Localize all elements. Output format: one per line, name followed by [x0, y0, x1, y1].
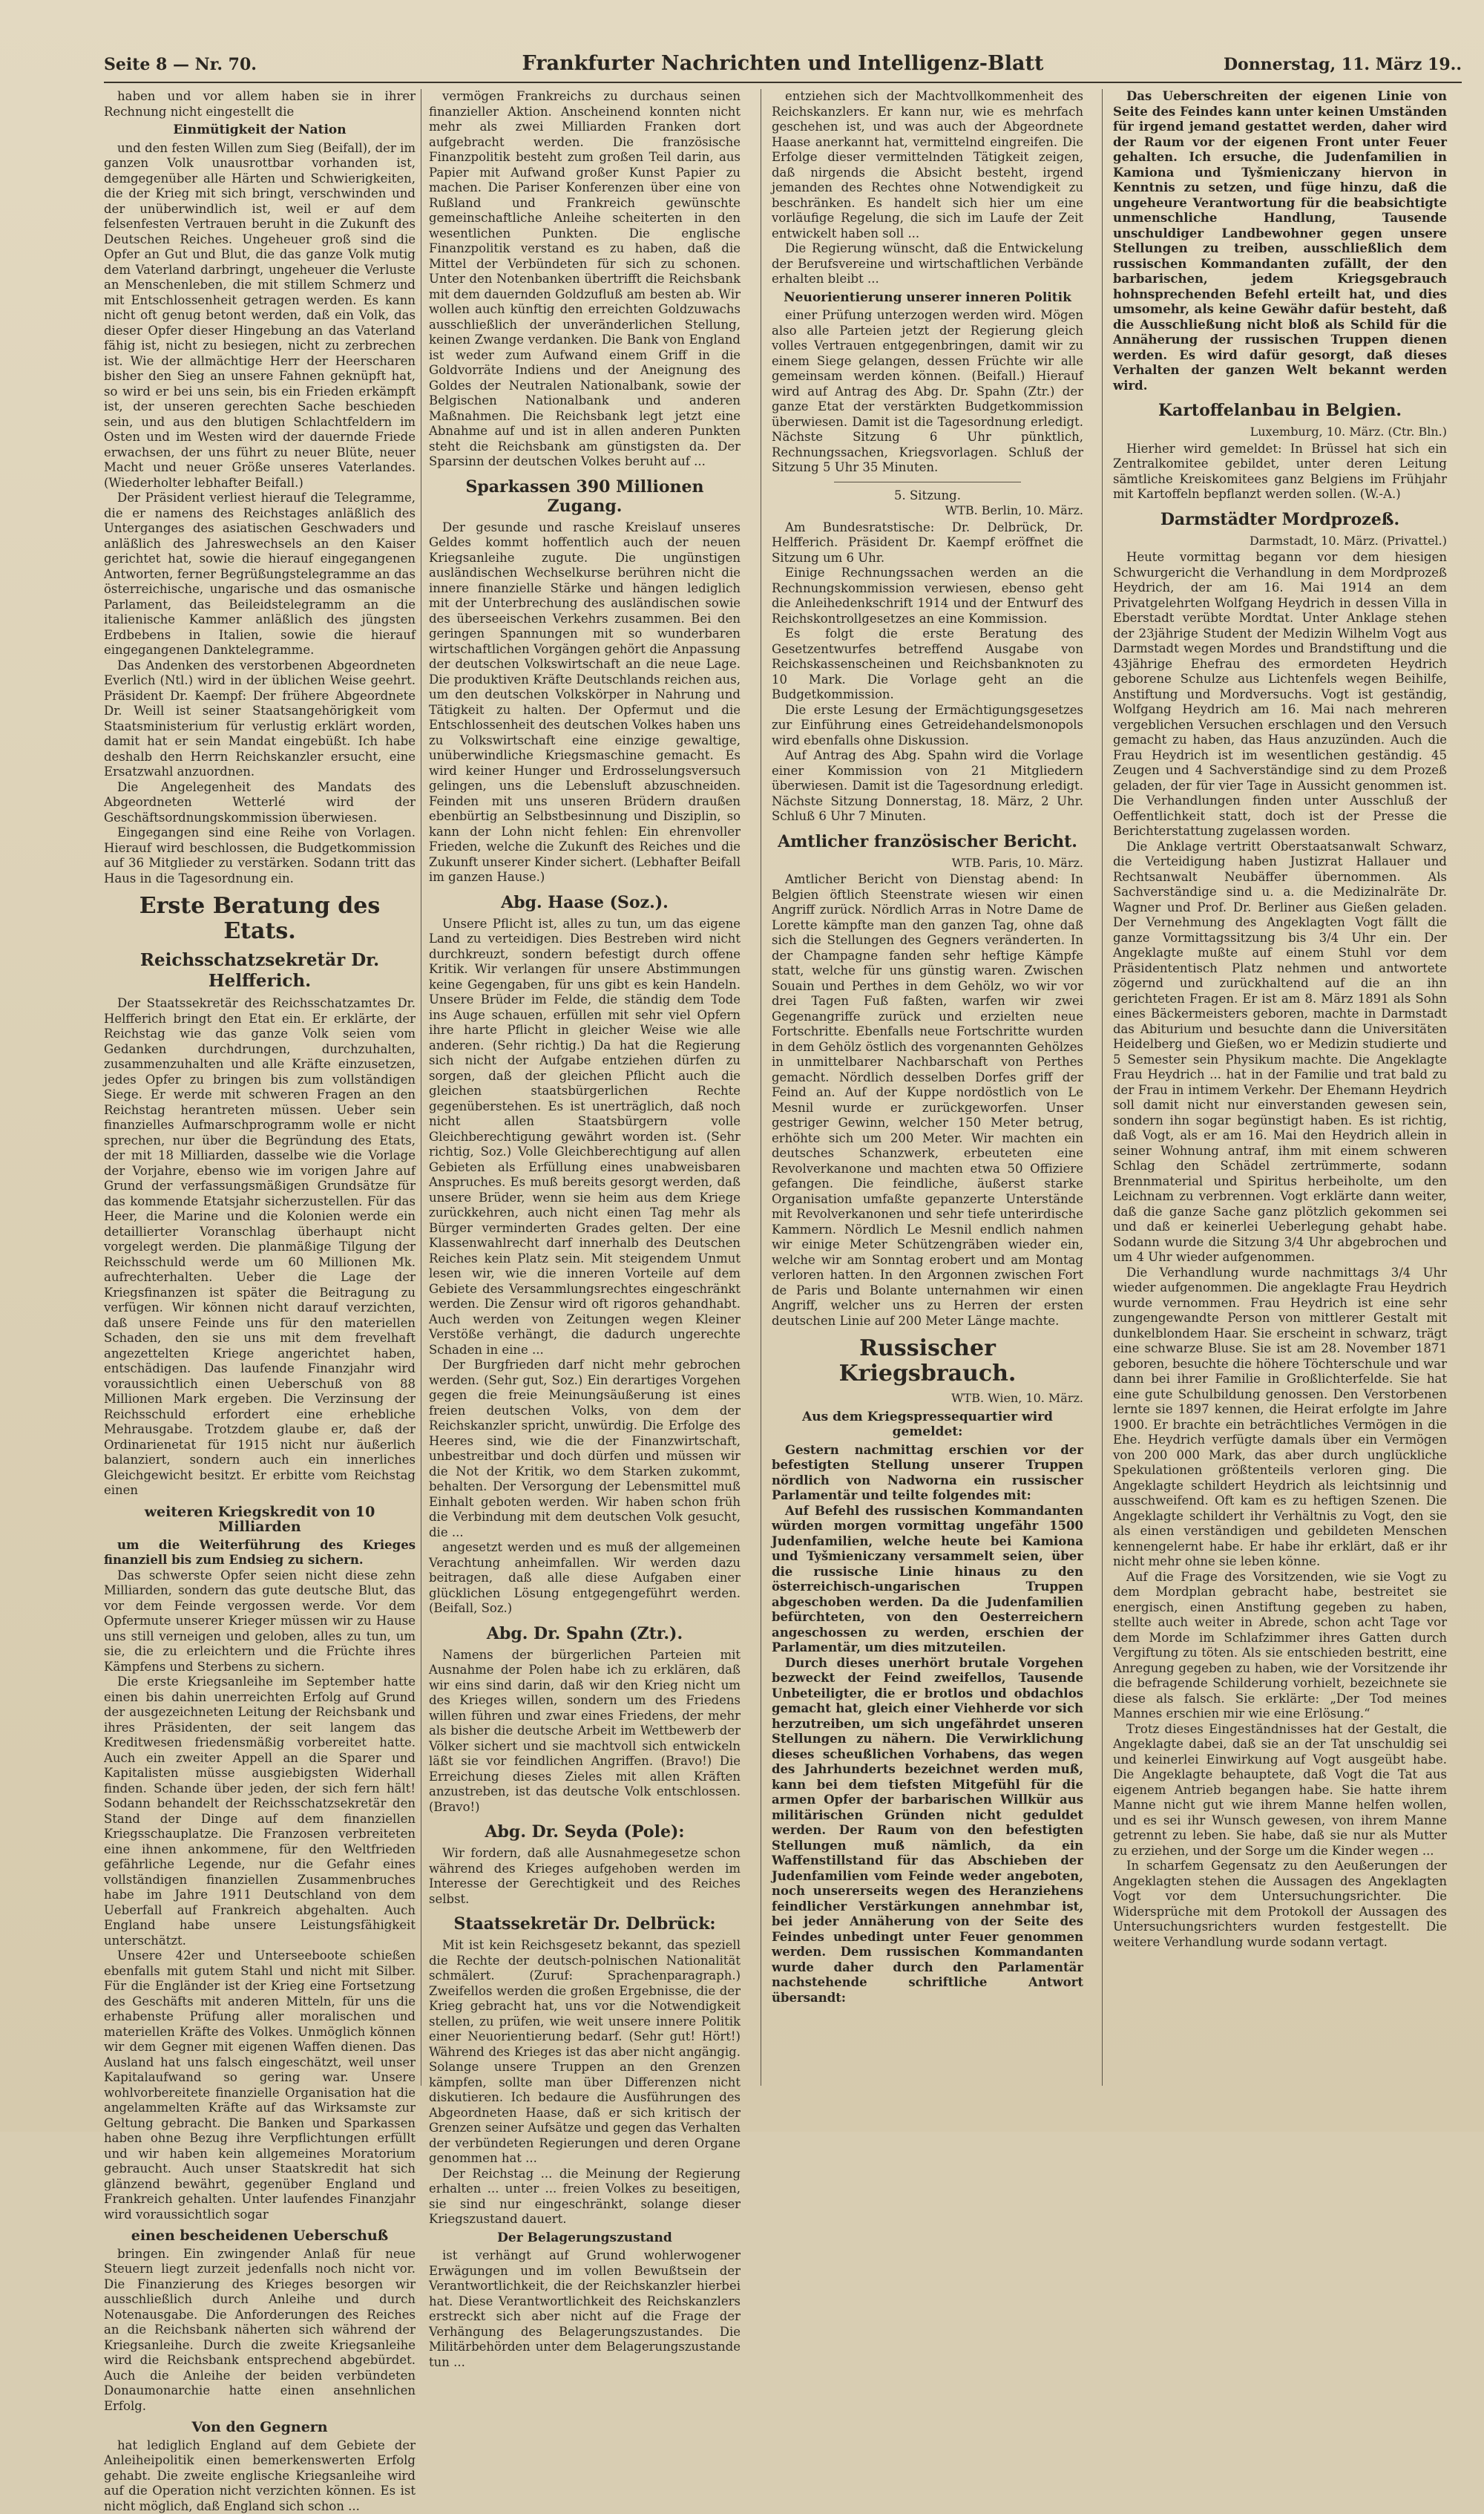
subheading: Neuorientierung unserer inneren Politik — [772, 290, 1083, 306]
paragraph: Die erste Lesung der Ermächtigungsgesetzes zur Einführung eines Getreidehandelsmonopols wird ebenfalls ohne Diskussion. — [772, 703, 1083, 749]
paragraph: Eingegangen sind eine Reihe von Vorlagen. Hierauf wird beschlossen, die Budgetkommission auf 36 Mitglieder zu verstärken. Sodann tritt das Haus in die Tagesordnung ein. — [104, 825, 416, 886]
column-rule — [1102, 89, 1103, 2086]
headline: Russischer Kriegsbrauch. — [772, 1336, 1083, 1387]
dateline: WTB. Paris, 10. März. — [772, 856, 1083, 871]
headline: Amtlicher französischer Bericht. — [772, 832, 1083, 851]
paragraph: hat lediglich England auf dem Gebiete der Anleiheipolitik einen bemerkenswerten Erfolg gehabt. Die zweite englische Kriegsanleihe wird auf die Operation nicht verzichten können. Es ist nicht möglich, daß England sich schon ... — [104, 2438, 416, 2514]
paragraph: Der Präsident verliest hierauf die Telegramme, die er namens des Reichstages anläßlich des Unterganges des asiatischen Geschwaders und anläßlich des Jahreswechsels an den Kaiser gerichtet hat, sowie die hierauf eingegangenen Antworten, ferner Begrüßungstelegramme an das österreichische, ungarische und das osmanische Parlament, das Beileidstelegramm an die italienische Kammer anläßlich des jüngsten Erdbebens in Italien, sowie die hierauf eingegangenen Danktelegramme. — [104, 491, 416, 658]
subheading: Der Belagerungszustand — [429, 2230, 741, 2246]
session-label: 5. Sitzung. — [772, 488, 1083, 504]
paragraph: Gestern nachmittag erschien vor der befestigten Stellung unserer Truppen nördlich von Nadworna ein russischer Parlamentär und teilte folgendes mit: — [772, 1443, 1083, 1504]
paragraph: Mit ist kein Reichsgesetz bekannt, das speziell die Rechte der deutsch-polnischen Nationalität schmälert. (Zuruf: Sprachenparagraph.) Zweifellos werden die großen Ergebnisse, die der Krieg gebracht hat, uns vor die Notwendigkeit stellen, zu prüfen, wie weit unsere innere Politik einer Neuorientierung bedarf. (Sehr gut! Hört!) Während des Krieges ist das aber nicht angängig. Solange unsere Truppen an den Grenzen kämpfen, sollte man über Differenzen nicht diskutieren. Ich bedaure die Ausführungen des Abgeordneten Haase, daß er sich kritisch der Grenzen seiner Aufsätze und gegen das Verhalten der verbündeten Regierungen und deren Organe genommen hat ... — [429, 1938, 741, 2167]
issue-date: Donnerstag, 11. März 19.. — [1224, 55, 1462, 74]
newspaper-title: Frankfurter Nachrichten und Intelligenz-Blatt — [104, 52, 1462, 75]
paragraph: um die Weiterführung des Krieges finanziell bis zum Endsieg zu sichern. — [104, 1538, 416, 1568]
paragraph: haben und vor allem haben sie in ihrer Rechnung nicht eingestellt die — [104, 89, 416, 120]
paragraph: Der Burgfrieden darf nicht mehr gebrochen werden. (Sehr gut, Soz.) Ein derartiges Vorgehen gegen die freie Meinungsäußerung ist eines freien deutschen Volks, von dem der Reichskanzler spricht, unwürdig. Die Erfolge des Heeres sind, wie die der Finanzwirtschaft, unbestreitbar und doch dürfen und müssen wir die Not der Kritik, wo dem Starken zukommt, behalten. Der Versorgung der Lebensmittel muß Einhalt geboten werden. Wir haben schon früh die Verbindung mit dem deutschen Volk gesucht, die ... — [429, 1358, 741, 1540]
headline: Abg. Dr. Seyda (Pole): — [429, 1822, 741, 1842]
subheading: Aus dem Kriegspressequartier wird gemeldet: — [772, 1410, 1083, 1440]
dateline: Darmstadt, 10. März. (Privattel.) — [1113, 534, 1447, 549]
paragraph: ist verhängt auf Grund wohlerwogener Erwägungen und im vollen Bewußtsein der Verantwortlichkeit, die der Reichskanzler hierbei hat. Diese Verantwortlichkeit des Reichskanzlers erstreckt sich aber nicht auf die Frage der Verhängung des Belagerungszustandes. Die Militärbehörden unter dem Belagerungszustande tun ... — [429, 2248, 741, 2370]
paragraph: Durch dieses unerhört brutale Vorgehen bezweckt der Feind zweifellos, Tausende Unbeteiligter, die er brotlos und obdachlos gemacht hat, gleich einer Viehherde vor sich herzutreiben, um sich ungefährdet unseren Stellungen zu nähern. Die Verwirklichung dieses scheußlichen Vorhabens, das wegen des Jahrhunderts bezeichnet werden muß, kann bei dem tiefsten Mitgefühl für die armen Opfer der barbarischen Willkür aus militärischen Gründen nicht geduldet werden. Der Raum von den befestigten Stellungen muß nämlich, da ein Waffenstillstand für das Abschieben der Judenfamilien vom Feinde weder angeboten, noch unsererseits wegen des Heranziehens feindlicher Verstärkungen annehmbar ist, bei jeder Annäherung von der Seite des Feindes unbedingt unter Feuer genommen werden. Dem russischen Kommandanten wurde daher durch den Parlamentär nachstehende schriftliche Antwort übersandt: — [772, 1656, 1083, 2006]
paragraph: vermögen Frankreichs zu durchaus seinen finanzieller Aktion. Anscheinend konnten nicht mehr als zwei Milliarden Franken dort aufgebracht werden. Die französische Finanzpolitik besteht zum großen Teil darin, aus Papier mit Aufwand großer Kunst Papier zu machen. Die Pariser Konferenzen über eine von Rußland und Frankreich gewünschte gemeinschaftliche Anleihe scheiterten in den wesentlichen Punkten. Die englische Finanzpolitik verstand es zu haben, daß die Mittel der Verbündeten für sich zu schonen. Unter den Notenbanken übertrifft die Reichsbank mit dem dauernden Goldzufluß am besten ab. Wir wollen auch künftig den erreichten Goldzuwachs ausschließlich der unveränderlichen Stellung, keinen Zwange verdanken. Die Bank von England ist weder zum Aufwand einem Griff in die Goldvorräte Indiens und der Aneignung des Goldes der Neutralen Nationalbank, sowie der Belgischen Nationalbank und anderen Maßnahmen. Die Reichsbank legt jetzt eine Abnahme auf und ist in allen anderen Punkten steht die Reichsbank am günstigsten da. Der Sparsinn der deutschen Volkes beruht auf ... — [429, 89, 741, 470]
paragraph: In scharfem Gegensatz zu den Aeußerungen der Angeklagten stehen die Aussagen des Angeklagten Vogt vor dem Untersuchungsrichter. Die Widersprüche mit dem Protokoll der Aussagen des Untersuchungsrichters wurden festgestellt. Die weitere Verhandlung wurde sodann vertagt. — [1113, 1859, 1447, 1950]
paragraph: Wir fordern, daß alle Ausnahmegesetze schon während des Krieges aufgehoben werden im Interesse der Gerechtigkeit und des Reiches selbst. — [429, 1846, 741, 1907]
column-1 — [104, 89, 416, 2093]
paragraph: Amtlicher Bericht von Dienstag abend: In Belgien öftlich Steenstrate wiesen wir einen Angriff zurück. Nördlich Arras in Notre Dame de Lorette kämpfte man den ganzen Tag, ohne daß sich die Stellungen des Gegners veränderten. In der Champagne fanden sehr heftige Kämpfe statt, welche für uns günstig waren. Zwischen Souain und Perthes in dem Gehölz, wo wir vor drei Tagen Fuß faßten, warfen wir zwei Gegenangriffe zurück und erzielten neue Fortschritte. Ebenfalls neue Fortschritte wurden in dem Gehölz östlich des vorgenannten Gehölzes in unmittelbarer Nachbarschaft von Perthes gemacht. Nördlich desselben Dorfes griff der Feind an. Auf der Kuppe nordöstlich von Le Mesnil wurde er zurückgeworfen. Unser gestriger Gewinn, welcher 150 Meter betrug, erhöhte sich um 200 Meter. Wir machten ein deutsches Schanzwerk, erbeuteten eine Revolverkanone und machten etwa 50 Offiziere gefangen. Die feindliche, äußerst starke Organisation umfaßte gepanzerte Unterstände mit Revolverkanonen und sehr tiefe unterirdische Kammern. Nördlich Le Mesnil endlich nahmen wir einige Meter Schützengräben wieder ein, welche wir am Sonntag erobert und am Montag verloren hatten. In den Argonnen zwischen Fort de Paris und Bolante unternahmen wir einen Angriff, welcher uns zu Herren der ersten deutschen Linie auf 200 Meter Länge machte. — [772, 872, 1083, 1329]
masthead — [104, 52, 1462, 83]
headline: Abg. Dr. Spahn (Ztr.). — [429, 1624, 741, 1643]
paragraph: Auf die Frage des Vorsitzenden, wie sie Vogt zu dem Mordplan gebracht habe, bestreitet sie energisch, einen Anstiftung gegeben zu haben, stellte auch weiter in Abrede, schon acht Tage vor dem Morde im Schlafzimmer ihres Gatten durch Vergiftung zu töten. Als sie entschieden bestritt, eine Anregung gegeben zu haben, wie der Vorsitzende ihr die befragende Schilderung vorhielt, bezeichnete sie diese als falsch. Sie erklärte: „Der Tod meines Mannes erschien mir wie eine Erlösung.“ — [1113, 1570, 1447, 1722]
paragraph: Unsere 42er und Unterseeboote schießen ebenfalls mit gutem Stahl und nicht mit Silber. Für die Engländer ist der Krieg eine Fortsetzung des Geschäfts mit anderen Mitteln, für uns die erhabenste Prüfung aller moralischen und materiellen Kräfte des Volkes. Unmöglich können wir dem Gegner mit eigenen Waffen dienen. Das Ausland hat uns falsch eingeschätzt, weil unser Kapitalaufwand so gering war. Unsere wohlvorbereitete finanzielle Organisation hat die angelammelten Kräfte auf das Wirksamste zur Geltung gebracht. Die Banken und Sparkassen haben ohne Bezug ihre Verpflichtungen erfüllt und wir haben kein allgemeines Moratorium gebraucht. Auch unser Staatskredit hat sich glänzend bewährt, gegenüber England und Frankreich gehalten. Unter laufendes Finanzjahr wird voraussichtlich sogar — [104, 1948, 416, 2222]
paragraph: entziehen sich der Machtvollkommenheit des Reichskanzlers. Er kann nur, wie es mehrfach geschehen ist, und was auch der Abgeordnete Haase anerkannt hat, vermittelnd eingreifen. Die Erfolge dieser vermittelnden Tätigkeit zeigen, daß nirgends die Absicht besteht, irgend jemanden des Rechtes ohne Notwendigkeit zu beschränken. Es handelt sich hier um eine vorläufige Regelung, die sich im Laufe der Zeit entwickelt haben soll ... — [772, 89, 1083, 241]
paragraph: angesetzt werden und es muß der allgemeinen Verachtung anheimfallen. Wir werden dazu beitragen, daß alle diese Aufgaben einer glücklichen Lösung entgegengeführt werden. (Beifall, Soz.) — [429, 1540, 741, 1617]
paragraph: Heute vormittag begann vor dem hiesigen Schwurgericht die Verhandlung in dem Mordprozeß Heydrich, der am 16. Mai 1914 an dem Privatgelehrten Wolfgang Heydrich in dessen Villa in Eberstadt verübte Mordtat. Unter Anklage stehen der 23jährige Student der Medizin Wilhelm Vogt aus Darmstadt wegen Mordes und Brandstiftung und die 43jährige Ehefrau des ermordeten Heydrich geborene Schulze aus Lichtenfels wegen Beihilfe, Anstiftung und Mordversuchs. Vogt ist geständig, Wolfgang Heydrich am 16. Mai nach mehreren vergeblichen Versuchen erschlagen und den Versuch gemacht zu haben, das Haus anzuzünden. Auch die Frau Heydrich ist im wesentlichen geständig. 45 Zeugen und 4 Sachverständige sind zu dem Prozeß geladen, der für vier Tage in Aussicht genommen ist. Die Verhandlungen finden unter Ausschluß der Oeffentlichkeit statt, doch ist der Presse die Berichterstattung zugelassen worden. — [1113, 550, 1447, 839]
paragraph: Es folgt die erste Beratung des Gesetzentwurfes betreffend Ausgabe von Reichskassenscheinen und Reichsbanknoten zu 10 Mark. Die Vorlage geht an die Budgetkommission. — [772, 626, 1083, 703]
page-number: Seite 8 — Nr. 70. — [104, 55, 257, 74]
paragraph: Der Staatssekretär des Reichsschatzamtes Dr. Helfferich bringt den Etat ein. Er erklärte, der Reichstag wie das ganze Volk seien vom Gedanken durchdrungen, durchzuhalten, zusammenzuhalten und alle Kräfte einzusetzen, jedes Opfer zu bringen bis zum vollständigen Siege. Er werde mit schweren Fragen an den Reichstag herantreten müssen. Ueber sein finanzielles Aufmarschprogramm wolle er nicht sprechen, nur über die Begründung des Etats, der mit 18 Milliarden, dasselbe wie die Vorlage der Vorjahre, ebenso wie im vorigen Jahre auf Grund der verfassungsmäßigen Grundsätze für das kommende Etatsjahr sicherzustellen. Für das Heer, die Marine und die Kolonien werde ein detaillierter Voranschlag überhaupt nicht vorgelegt werden. Die planmäßige Tilgung der Reichsschuld werde um 60 Millionen Mk. aufrechterhalten. Ueber die Lage der Kriegsfinanzen ist später die Beitragung zu verfügen. Wir können nicht darauf verzichten, daß unsere Feinde uns für den materiellen Schaden, den sie uns mit dem frevelhaft angezettelten Kriege angerichtet haben, entschädigen. Das laufende Finanzjahr wird voraussichtlich einen Ueberschuß von 88 Millionen Mark ergeben. Die Verzinsung der Reichsschuld erfordert eine erhebliche Mehrausgabe. Trotzdem glaube er, daß der Ordinarienetat für 1915 nicht nur äußerlich balanziert, sondern auch ein innerliches Gleichgewicht besitzt. Er erbitte vom Reichstag einen — [104, 996, 416, 1499]
paragraph: Das schwerste Opfer seien nicht diese zehn Milliarden, sondern das gute deutsche Blut, das vor dem Feinde vergossen werde. Vor dem Opfermute unserer Krieger müssen wir zu Hause uns still verneigen und geloben, alles zu tun, um sie, die zu erleichtern und die Früchte ihres Kämpfens und Sterbens zu sichern. — [104, 1568, 416, 1675]
paragraph: Einige Rechnungssachen werden an die Rechnungskommission verwiesen, ebenso geht die Anleihedenkschrift 1914 und der Entwurf des Reichskontrollgesetzes an eine Kommission. — [772, 566, 1083, 626]
subheading: Von den Gegnern — [104, 2420, 416, 2435]
paragraph: Unsere Pflicht ist, alles zu tun, um das eigene Land zu verteidigen. Dies Bestreben wird nicht durchkreuzt, sondern befestigt durch offene Kritik. Wir verlangen für unsere Abstimmungen keine Gegengaben, für uns gibt es kein Handeln. Unsere Brüder im Felde, die ständig dem Tode ins Auge schauen, erfüllen mit sehr viel Opfern ihre harte Pflicht in gleicher Weise wie alle anderen. (Sehr richtig.) Da hat die Regierung sich nicht der Aufgabe entziehen dürfen zu sorgen, daß der gleichen Pflicht auch die gleichen staatsbürgerlichen Rechte gegenüberstehen. Es ist unerträglich, daß noch nicht allen Staatsbürgern volle Gleichberechtigung gewährt worden ist. (Sehr richtig, Soz.) Volle Gleichberechtigung auf allen Gebieten als Erfüllung eines unabweisbaren Anspruches. Es muß bereits gesorgt werden, daß unsere Brüder, wenn sie heim aus dem Kriege zurückkehren, auch nicht einen Tag mehr als Bürger verminderten Grades gelten. Der eine Klassenwahlrecht darf innerhalb des Deutschen Reiches kein Platz sein. Mit steigendem Unmut lesen wir, wie die inneren Vorteile auf dem Gebiete des Versammlungsrechtes eingeschränkt werden. Die Zensur wird oft rigoros gehandhabt. Auch werden von Zeitungen wegen Kleiner Verstöße verhängt, die dadurch ungerechte Schaden in eine ... — [429, 917, 741, 1358]
paragraph: Namens der bürgerlichen Parteien mit Ausnahme der Polen habe ich zu erklären, daß wir eins sind darin, daß wir den Krieg nicht um des Krieges willen, sondern um des Friedens willen führen und zwar eines Friedens, der mehr als bisher die deutsche Arbeit im Wettbewerb der Völker sichert und sie machtvoll sich entwickeln läßt sie vor feindlichen Angriffen. (Bravo!) Die Erreichung dieses Zieles mit allen Kräften anzustreben, ist das deutsche Volk entschlossen. (Bravo!) — [429, 1648, 741, 1816]
headline: Erste Beratung des Etats. — [104, 894, 416, 944]
paragraph: Die Verhandlung wurde nachmittags 3/4 Uhr wieder aufgenommen. Die angeklagte Frau Heydrich wurde vernommen. Frau Heydrich ist eine sehr zungengewandte Person von mittlerer Gestalt mit dunkelblondem Haar. Sie erscheint in schwarz, trägt eine schwarze Bluse. Sie ist am 28. November 1871 geboren, besuchte die höhere Töchterschule und war dann bei ihrer Familie in Großlichterfelde. Sie hat eine gute Schulbildung genossen. Den Verstorbenen lernte sie 1897 kennen, die Heirat erfolgte im Jahre 1900. Er brachte ein beträchtliches Vermögen in die Ehe. Heydrich verfügte damals über ein Vermögen von 200 000 Mark, das aber durch unglückliche Spekulationen größtenteils verloren ging. Die Angeklagte schildert Heydrich als leichtsinnig und ausschweifend. Oft kam es zu heftigen Szenen. Die Angeklagte schildert ihr Verhältnis zu Vogt, den sie als einen verständigen und gebildeten Menschen kennengelernt habe. Er habe ihr erklärt, daß er ihr nicht mehr ohne sie leben könne. — [1113, 1266, 1447, 1570]
paragraph: Auf Befehl des russischen Kommandanten würden morgen vormittag ungefähr 1500 Judenfamilien, welche heute bei Kamiona und Tyšmieniczany versammelt seien, über die russische Linie hinaus zu den österreichisch-ungarischen Truppen abgeschoben werden. Da die Judenfamilien befürchteten, von den Oesterreichern angeschossen zu werden, erschien der Parlamentär, um dies mitzuteilen. — [772, 1504, 1083, 1656]
headline: Abg. Haase (Soz.). — [429, 893, 741, 912]
paragraph: Hierher wird gemeldet: In Brüssel hat sich ein Zentralkomitee gebildet, unter deren Leitung sämtliche Kreiskomitees ganz Belgiens im Frühjahr mit Kartoffeln bepflanzt werden sollen. (W.-A.) — [1113, 442, 1447, 503]
dateline: Luxemburg, 10. März. (Ctr. Bln.) — [1113, 425, 1447, 440]
column-4 — [1113, 89, 1447, 2093]
paragraph: und den festen Willen zum Sieg (Beifall), der im ganzen Volk unausrottbar vorhanden ist, demgegenüber alle Härten und Schwierigkeiten, die der Krieg mit sich bringt, verschwinden und der unüberwindlich ist, weil er auf dem felsenfesten Vertrauen beruht in die Zukunft des Deutschen Reiches. Ungeheuer groß sind die Opfer an Gut und Blut, die das ganze Volk mutig dem Vaterland darbringt, ungeheuer die Verluste an Menschenleben, die mit stillem Schmerz und mit Entschlossenheit getragen werden. Es kann nicht oft genug betont werden, daß ein Volk, das dieser Opfer dieser Hingebung an das Vaterland fähig ist, nicht zu besiegen, nicht zu zerbrechen ist. Wie der allmächtige Herr der Heerscharen bisher den Sieg an unsere Fahnen geknüpft hat, so wird er bei uns sein, bis ein Frieden erkämpft ist, der unseren gerechten Sache beschieden sein, und aus den blutigen Schlachtfeldern im Osten und im Westen wird der dauernde Friede erwachsen, der uns führt zu neuer Blüte, neuer Macht und neuer Größe unseres Vaterlandes. (Wiederholter lebhafter Beifall.) — [104, 141, 416, 491]
paragraph: Am Bundesratstische: Dr. Delbrück, Dr. Helfferich. Präsident Dr. Kaempf eröffnet die Sitzung um 6 Uhr. — [772, 520, 1083, 566]
headline: Sparkassen 390 Millionen Zugang. — [429, 477, 741, 516]
paragraph: Das Andenken des verstorbenen Abgeordneten Everlich (Ntl.) wird in der üblichen Weise geehrt. Präsident Dr. Kaempf: Der frühere Abgeordnete Dr. Weill ist seiner Staatsangehörigkeit vom Staatsministerium für verlustig erklärt worden, damit hat er sein Mandat eingebüßt. Ich habe deshalb den Herrn Reichskanzler ersucht, eine Ersatzwahl anzuordnen. — [104, 658, 416, 780]
dateline: WTB. Berlin, 10. März. — [772, 503, 1083, 519]
paragraph: bringen. Ein zwingender Anlaß für neue Steuern liegt zurzeit jedenfalls noch nicht vor. Die Finanzierung des Krieges besorgen wir ausschließlich durch Anleihe und durch Notenausgabe. Die Anforderungen des Reiches an die Reichsbank näherten sich während der Kriegsanleihe. Durch die zweite Kriegsanleihe wird die Reichsbank entsprechend abgebürdet. Auch die Anleihe der beiden verbündeten Donaumonarchie hatte einen ansehnlichen Erfolg. — [104, 2247, 416, 2415]
paragraph: Trotz dieses Eingeständnisses hat der Gestalt, die Angeklagte dabei, daß sie an der Tat unschuldig sei und keinerlei Einwirkung auf Vogt ausgeübt habe. Die Angeklagte behauptete, daß Vogt die Tat aus eigenem Antrieb begangen habe. Sie hatte ihrem Manne nicht gut wie ihrem Manne helfen wollen, und es sei ihr Wunsch gewesen, von ihrem Manne getrennt zu leben. Sie habe, daß sie nur als Mutter zu erziehen, und der Sorge um die Kinder wegen ... — [1113, 1722, 1447, 1859]
dateline: WTB. Wien, 10. März. — [772, 1391, 1083, 1407]
subheading: weiteren Kriegskredit von 10 Milliarden — [104, 1505, 416, 1535]
headline: Darmstädter Mordprozeß. — [1113, 510, 1447, 529]
subheading: Einmütigkeit der Nation — [104, 122, 416, 138]
headline: Kartoffelanbau in Belgien. — [1113, 401, 1447, 420]
paragraph: Die Regierung wünscht, daß die Entwickelung der Berufsvereine und wirtschaftlichen Verbände erhalten bleibt ... — [772, 241, 1083, 287]
headline: Reichsschatzsekretär Dr. Helfferich. — [104, 950, 416, 992]
subheading: einen bescheidenen Ueberschuß — [104, 2228, 416, 2244]
column-3 — [772, 89, 1083, 2093]
paragraph: Das Ueberschreiten der eigenen Linie von Seite des Feindes kann unter keinen Umständen für irgend jemand gestattet werden, daher wird der Raum vor der eigenen Front unter Feuer gehalten. Ich ersuche, die Judenfamilien in Kamiona und Tyšmieniczany hiervon in Kenntnis zu setzen, und füge hinzu, daß die ungeheure Verantwortung für die beabsichtigte unmenschliche Handlung, Tausende unschuldiger Landbewohner gegen unsere Stellungen zu treiben, ausschließlich dem russischen Kommandanten zufällt, der den barbarischen, jedem Kriegsgebrauch hohnsprechenden Befehl erteilt hat, und dies umsomehr, als keine Gewähr dafür besteht, daß die Ausschließung nicht bloß als Schild für die Annäherung der russischen Truppen dienen werden. Es wird dafür gesorgt, daß dieses Verhalten der ganzen Welt bekannt werden wird. — [1113, 89, 1447, 393]
paragraph: Die erste Kriegsanleihe im September hatte einen bis dahin unerreichten Erfolg auf Grund der ausgezeichneten Leitung der Reichsbank und ihres Präsidenten, der seit langem das Kreditwesen friedensmäßig vorbereitet hatte. Auch ein zweiter Appell an die Sparer und Kapitalisten müsse ausgiebigsten Widerhall finden. Schande über jeden, der sich fern hält! Sodann behandelt der Reichsschatzsekretär den Stand der Dinge auf dem finanziellen Kriegsschauplatze. Die Franzosen verbreiteten eine ihnen ankommene, für den Weltfrieden gefährliche Legende, nur die Gefahr eines vollständigen finanziellen Zusammenbruches habe im Jahre 1911 Deutschland von dem Ueberfall auf Frankreich abgehalten. Auch England habe unsere Leistungsfähigkeit unterschätzt. — [104, 1675, 416, 1948]
paragraph: Die Anklage vertritt Oberstaatsanwalt Schwarz, die Verteidigung haben Justizrat Hallauer und Rechtsanwalt Neubäffer übernommen. Als Sachverständige sind u. a. die Medizinalräte Dr. Wagner und Prof. Dr. Berliner aus Gießen geladen. Der Vernehmung des Angeklagten Vogt fällt die ganze Vormittagssitzung bis 3/4 Uhr ein. Der Angeklagte mußte auf einem Stuhl vor dem Präsidententisch Platz nehmen und antwortete zögernd und zurückhaltend auf die an ihn gerichteten Fragen. Er ist am 8. März 1891 als Sohn eines Bäckermeisters geboren, machte in Darmstadt das Abiturium und besuchte dann die Universitäten Heidelberg und Gießen, wo er Medizin studierte und 5 Semester sein Physikum machte. Die Angeklagte Frau Heydrich ... hat in der Familie und trat bald zu der Frau in intimem Verkehr. Der Ehemann Heydrich soll damit nicht nur einverstanden gewesen sein, sondern ihn sogar begünstigt haben. Es ist richtig, daß Vogt, als er am 16. Mai den Heydrich allein in seiner Wohnung antraf, ihm mit einem schweren Schlag den Schädel zertrümmerte, sodann Brennmaterial und Spiritus herbeiholte, um den Leichnam zu verbrennen. Vogt erklärte dann weiter, daß die ganze Sache ganz plötzlich gekommen sei und daß er keinerlei Ueberlegung gehabt habe. Sodann wurde die Sitzung 3/4 Uhr abgebrochen und um 4 Uhr wieder aufgenommen. — [1113, 839, 1447, 1266]
paragraph: Der gesunde und rasche Kreislauf unseres Geldes kommt hoffentlich auch der neuen Kriegsanleihe zugute. Die ungünstigen ausländischen Wechselkurse berühren nicht die innere finanzielle Stärke und hängen lediglich mit der Unterbrechung des ausländischen sowie des überseeischen Verkehrs zusammen. Bei den geringen Spannungen mit so wunderbaren wirtschaftlichen Vorgängen gehört die Anpassung der deutschen Volkswirtschaft an die neue Lage. Die produktiven Kräfte Deutschlands reichen aus, um den deutschen Volkskörper in Nahrung und Tätigkeit zu halten. Der Opfermut und die Entschlossenheit des deutschen Volkes haben uns zu Volkswirtschaft eine einzige gewaltige, unüberwindliche Kriegsmaschine gemacht. Es wird keiner Hunger und Erdrosselungsversuch gelingen, uns die Lebensluft abzuschneiden. Feinden mit uns unseren Brüdern draußen ebenbürtig an Selbstbesinnung und Disziplin, so kann der Lohn nicht fehlen: Ein ehrenvoller Frieden, welche die Zukunft des Reiches und die Zukunft unserer Kinder sichert. (Lebhafter Beifall im ganzen Hause.) — [429, 520, 741, 886]
headline: Staatssekretär Dr. Delbrück: — [429, 1914, 741, 1934]
paragraph: Auf Antrag des Abg. Spahn wird die Vorlage einer Kommission von 21 Mitgliedern überwiesen. Damit ist die Tagesordnung erledigt. Nächste Sitzung Donnerstag, 18. März, 2 Uhr. Schluß 6 Uhr 7 Minuten. — [772, 748, 1083, 825]
paragraph: Der Reichstag ... die Meinung der Regierung erhalten ... unter ... freien Volkes zu beseitigen, sie sind nur eingeschränkt, solange dieser Kriegszustand dauert. — [429, 2167, 741, 2227]
column-2 — [429, 89, 741, 2093]
paragraph: Die Angelegenheit des Mandats des Abgeordneten Wetterlé wird der Geschäftsordnungskommission überwiesen. — [104, 780, 416, 826]
paragraph: einer Prüfung unterzogen werden wird. Mögen also alle Parteien jetzt der Regierung gleich volles Vertrauen entgegenbringen, damit wir zu einem Siege gelangen, dessen Früchte wir alle gemeinsam werden können. (Beifall.) Hierauf wird auf Antrag des Abg. Dr. Spahn (Ztr.) der ganze Etat der verstärkten Budgetkommission überwiesen. Damit ist die Tagesordnung erledigt. Nächste Sitzung 6 Uhr pünktlich, Rechnungssachen, Kriegsvorlagen. Schluß der Sitzung 5 Uhr 35 Minuten. — [772, 308, 1083, 476]
